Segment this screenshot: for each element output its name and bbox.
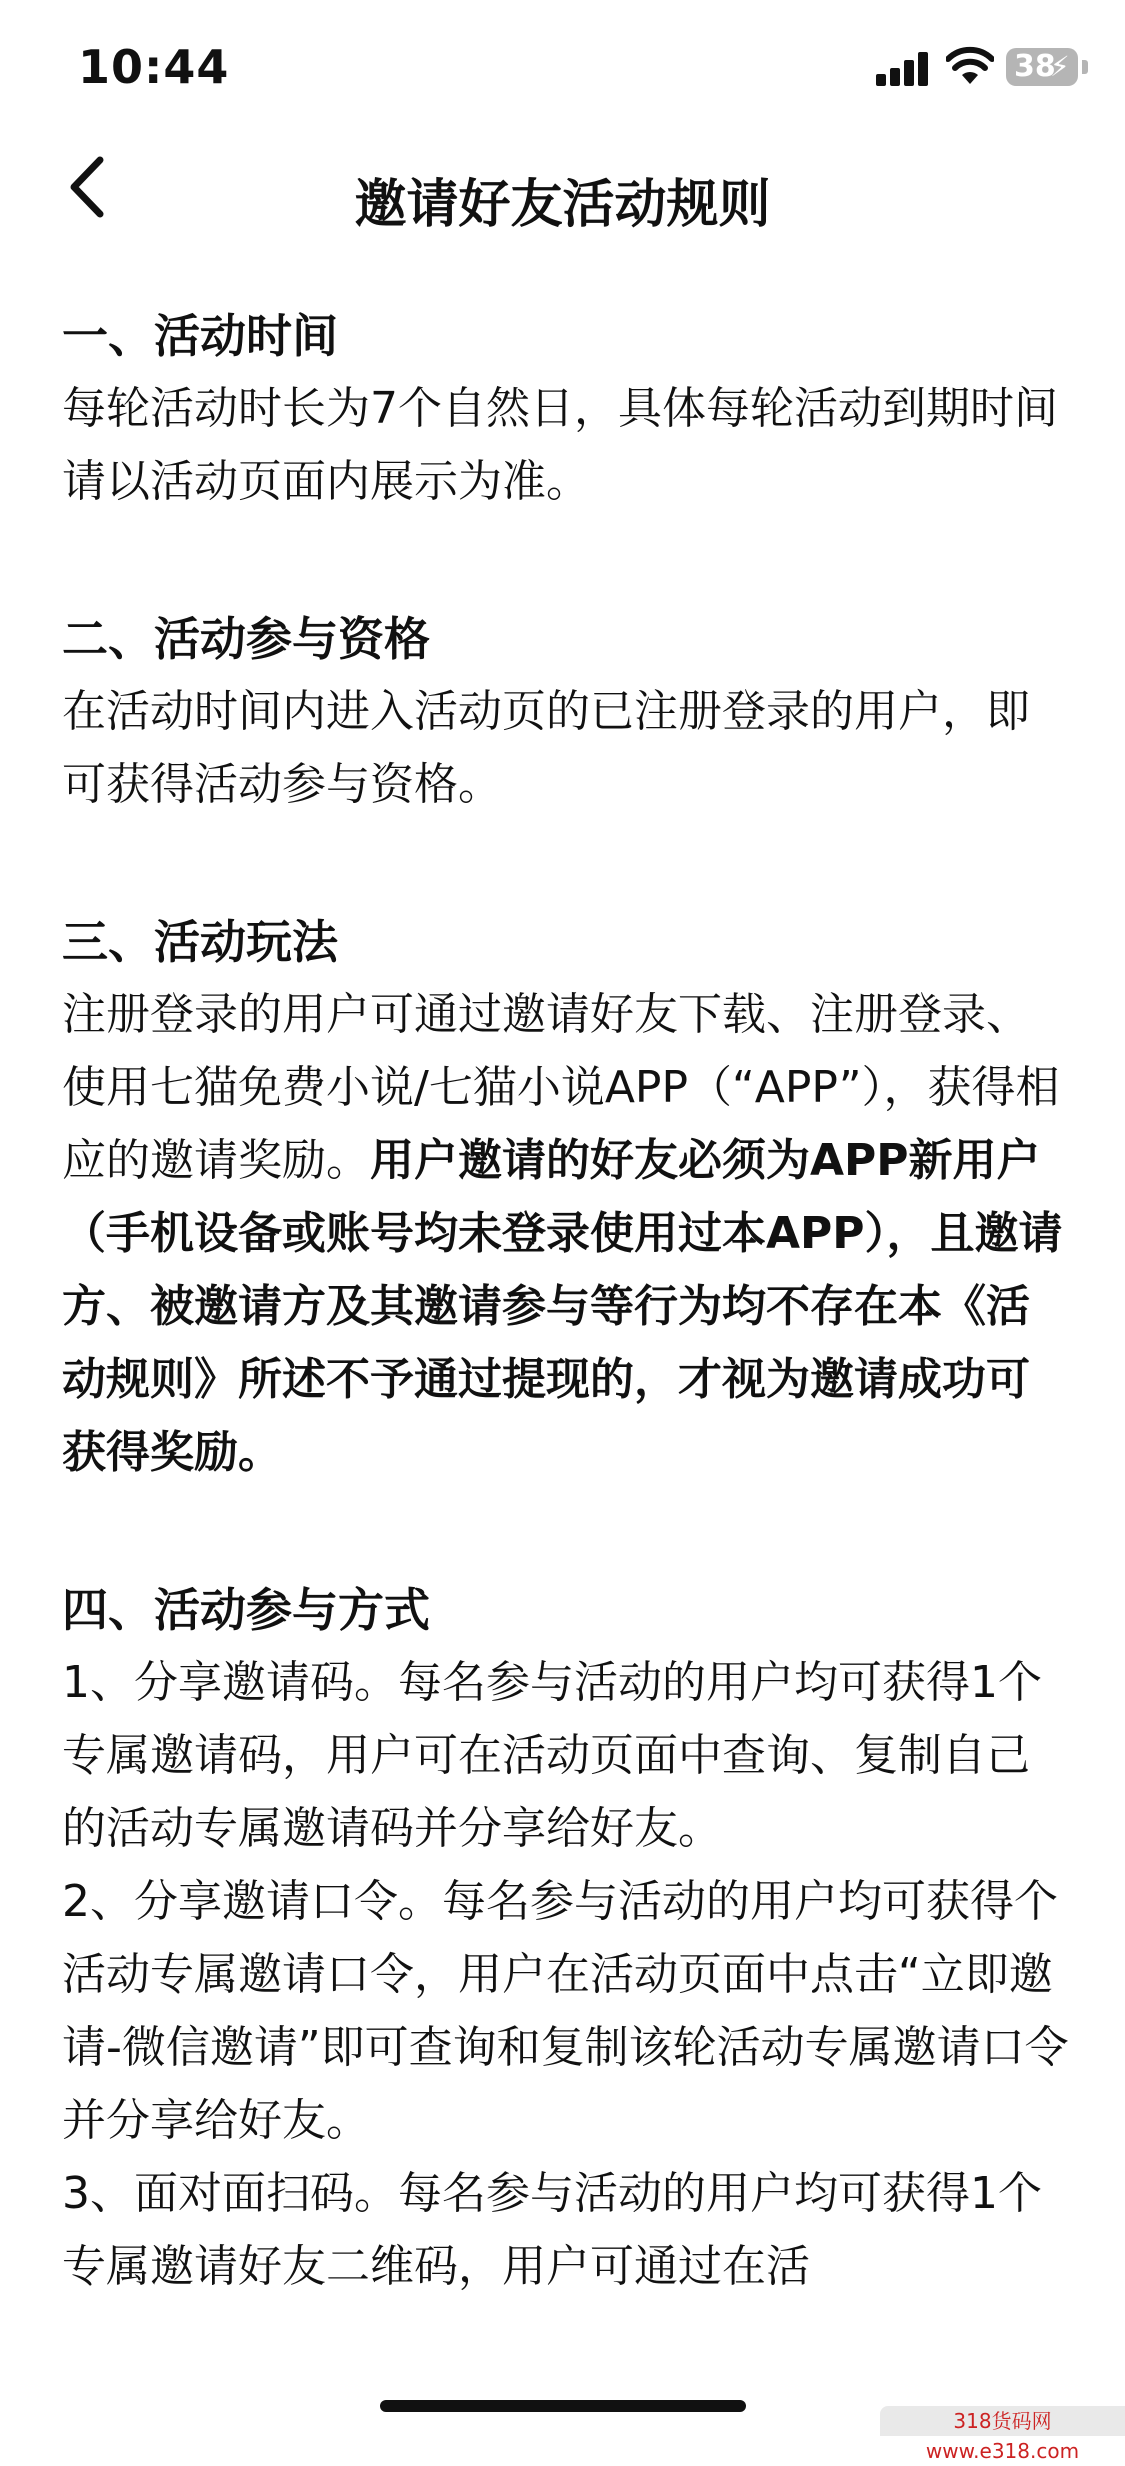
status-time: 10:44 [78, 40, 230, 94]
section-how-to-play [62, 906, 1072, 1489]
list-item: 2、分享邀请口令。每名参与活动的用户均可获得个活动专属邀请口令，用户在活动页面中点击“立即邀请-微信邀请”即可查询和复制该轮活动专属邀请口令并分享给好友。 [62, 1876, 1069, 2146]
section-heading: 一、活动时间 [62, 309, 338, 363]
page-title: 邀请好友活动规则 [354, 175, 771, 235]
body-bold-text: 用户邀请的好友必须为APP新用户（手机设备或账号均未登录使用过本APP），且邀请方、被邀请方及其邀请参与等行为均不存在本《活动规则》所述不予通过提现的，才视为邀请成功可获得奖励。 [62, 1135, 1063, 1478]
section-body: 在活动时间内进入活动页的已注册登录的用户，即可获得活动参与资格。 [62, 686, 1030, 810]
section-eligibility [62, 603, 1072, 821]
battery-level: 38 [1014, 49, 1056, 84]
section-heading: 四、活动参与方式 [62, 1583, 430, 1637]
section-heading: 二、活动参与资格 [62, 612, 430, 666]
list-item: 3、面对面扫码。每名参与活动的用户均可获得1个专属邀请好友二维码，用户可通过在活 [62, 2168, 1042, 2292]
charging-bolt-icon: ⚡ [1050, 50, 1070, 83]
home-indicator[interactable] [380, 2400, 746, 2412]
cellular-signal-icon [876, 52, 932, 86]
rules-content [62, 300, 1072, 2388]
section-participation-methods [62, 1574, 1072, 2303]
section-body [62, 978, 1072, 1489]
battery-icon [1006, 48, 1078, 86]
status-bar [0, 0, 1125, 140]
section-activity-time [62, 300, 1072, 518]
site-watermark: 318货码网www.e318.com [880, 2406, 1125, 2436]
wifi-icon [946, 46, 994, 86]
section-heading: 三、活动玩法 [62, 915, 338, 969]
nav-bar [0, 140, 1125, 250]
section-body: 每轮活动时长为7个自然日，具体每轮活动到期时间请以活动页面内展示为准。 [62, 383, 1058, 507]
body-normal-text: 注册登录的用户可通过邀请好友下载、注册登录、使用七猫免费小说/七猫小说APP（“APP”），获得相应的邀请奖励。 [62, 989, 1060, 1186]
list-item: 1、分享邀请码。每名参与活动的用户均可获得1个专属邀请码，用户可在活动页面中查询、复制自己的活动专属邀请码并分享给好友。 [62, 1657, 1042, 1854]
